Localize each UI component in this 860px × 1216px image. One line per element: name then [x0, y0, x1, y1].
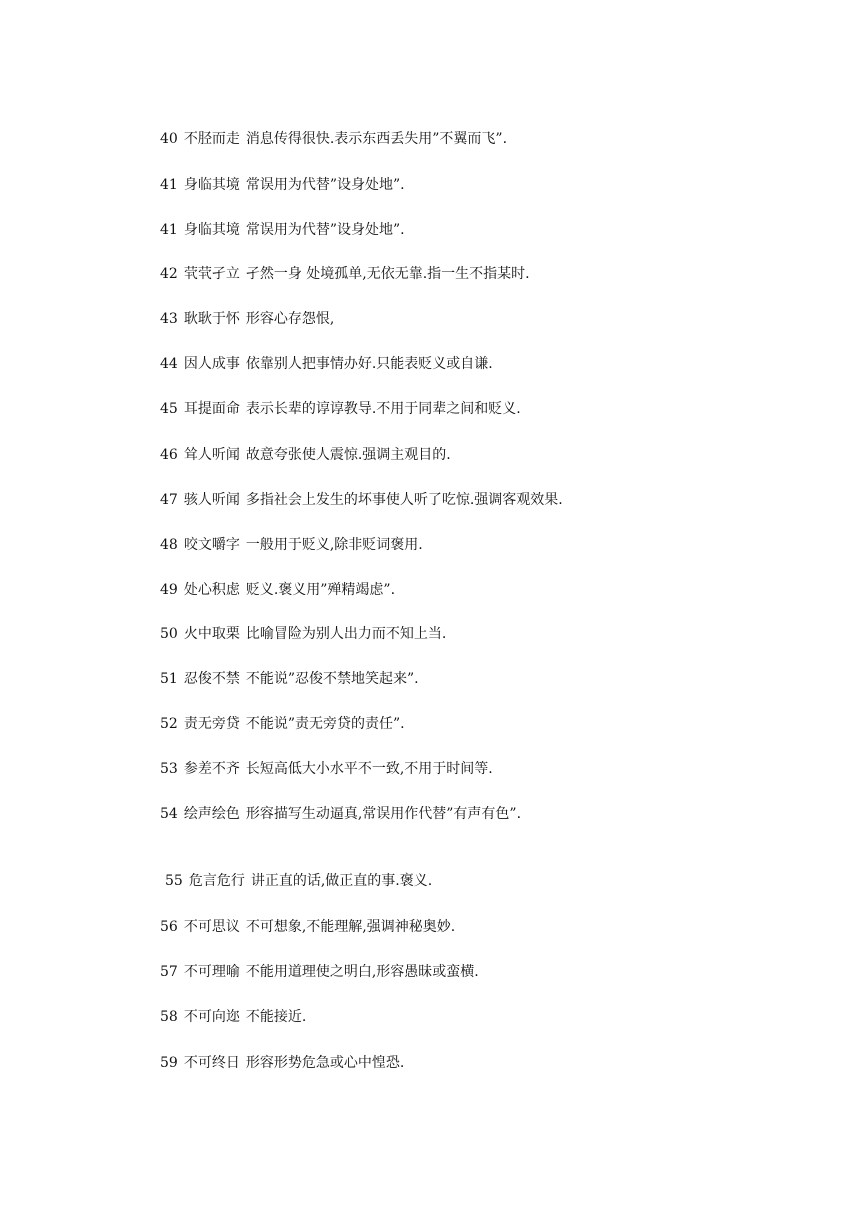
entry-43 [160, 310, 334, 328]
entry-47 [160, 491, 563, 509]
entry-54 [160, 805, 521, 823]
entry-49 [160, 581, 395, 599]
entry-55 [165, 872, 432, 890]
entry-42 [160, 265, 530, 283]
entry-idiom: 耸人听闻 [183, 447, 240, 463]
entry-number: 58 [160, 1009, 178, 1025]
entry-57 [160, 963, 479, 981]
entry-41 [160, 176, 405, 194]
entry-41-repeat [160, 221, 405, 239]
entry-number: 42 [160, 266, 178, 282]
entry-number: 41 [160, 177, 178, 193]
entry-number: 47 [160, 492, 178, 508]
entry-idiom: 责无旁贷 [183, 716, 240, 732]
entry-note: 贬义.褒义用”殚精竭虑”. [245, 582, 396, 598]
entry-number: 50 [160, 626, 178, 642]
entry-note: 表示长辈的谆谆教导.不用于同辈之间和贬义. [245, 401, 521, 417]
entry-number: 49 [160, 582, 178, 598]
entry-note: 不能说”忍俊不禁地笑起来”. [245, 671, 419, 687]
entry-note: 讲正直的话,做正直的事.褒义. [250, 873, 433, 889]
entry-note: 形容描写生动逼真,常误用作代替”有声有色”. [245, 806, 522, 822]
entry-note: 不能接近. [245, 1009, 307, 1025]
entry-note: 形容心存怨恨, [245, 311, 335, 327]
entry-idiom: 不可理喻 [183, 964, 240, 980]
entry-note: 常误用为代替”设身处地”. [245, 177, 405, 193]
entry-idiom: 不可终日 [183, 1055, 240, 1071]
entry-56 [160, 918, 455, 936]
entry-idiom: 不可思议 [183, 919, 240, 935]
entry-idiom: 不可向迩 [183, 1009, 240, 1025]
entry-number: 40 [160, 131, 178, 147]
entry-idiom: 咬文嚼字 [183, 537, 240, 553]
entry-45 [160, 400, 521, 418]
entry-48 [160, 536, 423, 554]
entry-40 [160, 130, 507, 148]
entry-idiom: 忍俊不禁 [183, 671, 240, 687]
entry-note: 一般用于贬义,除非贬词褒用. [245, 537, 423, 553]
entry-idiom: 骇人听闻 [183, 492, 240, 508]
entry-note: 常误用为代替”设身处地”. [245, 222, 405, 238]
entry-note: 形容形势危急或心中惶恐. [245, 1055, 405, 1071]
entry-note: 不能用道理使之明白,形容愚昧或蛮横. [245, 964, 479, 980]
entry-53 [160, 760, 493, 778]
entry-idiom: 茕茕孑立 [183, 266, 240, 282]
entry-note: 不可想象,不能理解,强调神秘奥妙. [245, 919, 456, 935]
entry-note: 故意夸张使人震惊.强调主观目的. [245, 447, 451, 463]
entry-number: 44 [160, 356, 178, 372]
entry-note: 消息传得很快.表示东西丢失用”不翼而飞”. [245, 131, 508, 147]
entry-idiom: 火中取栗 [183, 626, 240, 642]
entry-idiom: 因人成事 [183, 356, 240, 372]
entry-number: 51 [160, 671, 178, 687]
entry-idiom: 身临其境 [183, 222, 240, 238]
entry-idiom: 危言危行 [188, 873, 245, 889]
entry-idiom: 参差不齐 [183, 761, 240, 777]
entry-idiom: 耳提面命 [183, 401, 240, 417]
entry-note: 依靠别人把事情办好.只能表贬义或自谦. [245, 356, 493, 372]
entry-number: 45 [160, 401, 178, 417]
entry-note: 多指社会上发生的坏事使人听了吃惊.强调客观效果. [245, 492, 563, 508]
entry-58 [160, 1008, 306, 1026]
entry-idiom: 绘声绘色 [183, 806, 240, 822]
entry-number: 43 [160, 311, 178, 327]
entry-number: 57 [160, 964, 178, 980]
entry-52 [160, 715, 405, 733]
entry-note: 不能说”责无旁贷的责任”. [245, 716, 405, 732]
entry-number: 59 [160, 1055, 178, 1071]
entry-number: 56 [160, 919, 178, 935]
entry-number: 54 [160, 806, 178, 822]
entry-note: 长短高低大小水平不一致,不用于时间等. [245, 761, 493, 777]
entry-46 [160, 446, 451, 464]
entry-idiom: 不胫而走 [183, 131, 240, 147]
entry-number: 55 [165, 873, 183, 889]
entry-note: 比喻冒险为别人出力而不知上当. [245, 626, 447, 642]
entry-51 [160, 670, 419, 688]
entry-number: 41 [160, 222, 178, 238]
entry-idiom: 耿耿于怀 [183, 311, 240, 327]
entry-idiom: 处心积虑 [183, 582, 240, 598]
entry-note: 孑然一身 处境孤单,无依无靠.指一生不指某时. [245, 266, 530, 282]
entry-44 [160, 355, 493, 373]
entry-number: 52 [160, 716, 178, 732]
entry-number: 46 [160, 447, 178, 463]
entry-number: 48 [160, 537, 178, 553]
entry-50 [160, 625, 446, 643]
entry-number: 53 [160, 761, 178, 777]
entry-idiom: 身临其境 [183, 177, 240, 193]
entry-59 [160, 1054, 404, 1072]
